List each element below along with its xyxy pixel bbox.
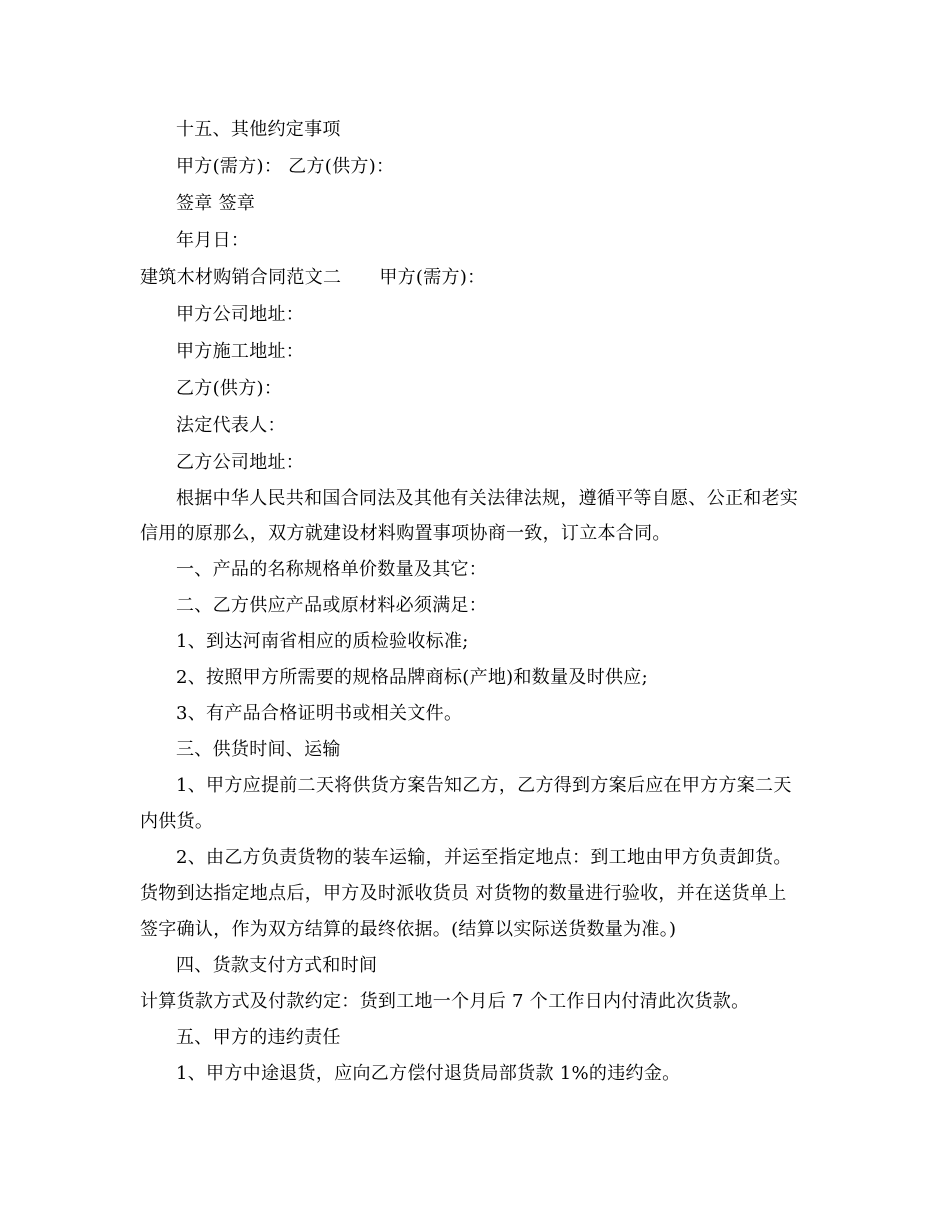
- signature-line: 签章 签章: [176, 193, 256, 214]
- field-line: 甲方公司地址：: [176, 304, 305, 325]
- body-text: 货物到达指定地点后，甲方及时派收货员 对货物的数量进行验收，并在送货单上: [140, 883, 787, 904]
- body-text: 1、甲方应提前二天将供货方案告知乙方，乙方得到方案后应在甲方方案二天: [176, 775, 792, 796]
- body-text: 根据中华人民共和国合同法及其他有关法律法规，遵循平等自愿、公正和老实: [176, 488, 799, 509]
- body-text: 内供货。: [140, 811, 214, 832]
- body-text: 信用的原那么，双方就建设材料购置事项协商一致，订立本合同。: [140, 523, 671, 544]
- body-text: 2、由乙方负责货物的装车运输，并运至指定地点：到工地由甲方负责卸货。: [176, 847, 792, 868]
- document-title: 建筑木材购销合同范文二: [140, 267, 342, 288]
- section-heading: 十五、其他约定事项: [176, 119, 341, 140]
- section-heading: 二、乙方供应产品或原材料必须满足：: [176, 595, 488, 616]
- body-text: 计算货款方式及付款约定：货到工地一个月后 7 个工作日内付清此次货款。: [140, 991, 750, 1012]
- list-item: 2、按照甲方所需要的规格品牌商标(产地)和数量及时供应;: [176, 667, 648, 688]
- section-heading: 四、货款支付方式和时间: [176, 955, 378, 976]
- document-title-line: [140, 266, 820, 290]
- section-heading: 一、产品的名称规格单价数量及其它：: [176, 559, 488, 580]
- list-item: 3、有产品合格证明书或相关文件。: [176, 703, 463, 724]
- party-a-label: 甲方(需方)：: [379, 267, 486, 288]
- field-line: 法定代表人：: [176, 415, 286, 436]
- field-line: 乙方(供方)：: [176, 378, 283, 399]
- section-heading: 三、供货时间、运输: [176, 739, 341, 760]
- body-text: 签字确认，作为双方结算的最终依据。(结算以实际送货数量为准。): [140, 919, 677, 940]
- list-item: 1、到达河南省相应的质检验收标准;: [176, 631, 469, 652]
- field-line: 甲方施工地址：: [176, 341, 305, 362]
- party-line: 甲方(需方)： 乙方(供方)：: [176, 156, 395, 177]
- date-line: 年月日：: [176, 230, 250, 251]
- section-heading: 五、甲方的违约责任: [176, 1027, 341, 1048]
- field-line: 乙方公司地址：: [176, 452, 305, 473]
- list-item: 1、甲方中途退货，应向乙方偿付退货局部货款 1%的违约金。: [176, 1063, 681, 1084]
